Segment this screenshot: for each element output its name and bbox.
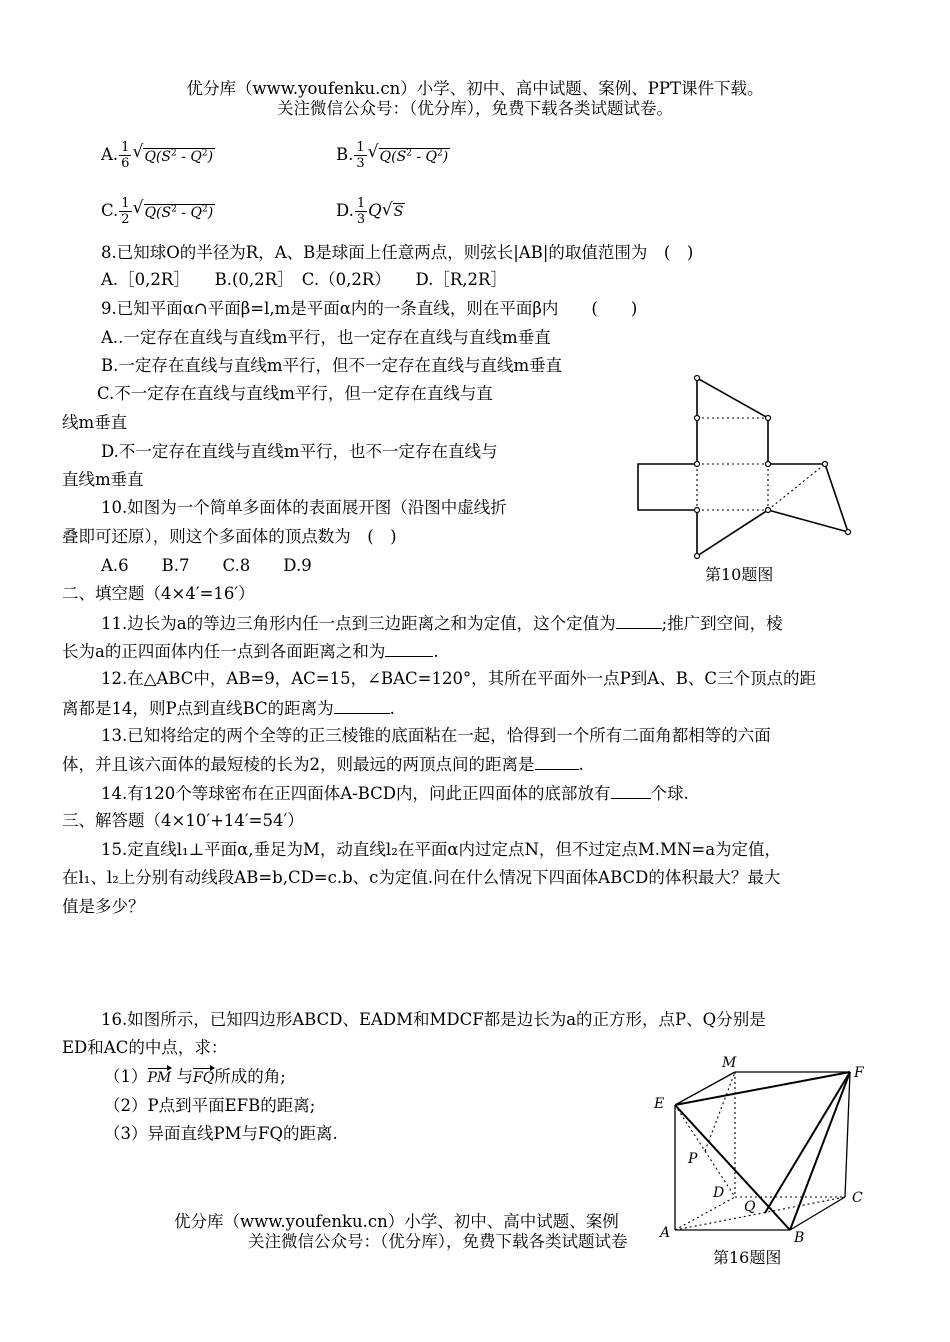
label-A: A xyxy=(660,1225,671,1241)
net-vertex xyxy=(766,416,771,421)
q14-line1: 14.有120个等球密布在正四面体A-BCD内，问此正四面体的底部放有 个球. xyxy=(101,784,689,803)
q12-line1: 12.在△ABC中，AB=9，AC=15，∠BAC=120°，其所在平面外一点P到A、B、C三个顶点的距 xyxy=(101,669,816,688)
edge-PM xyxy=(705,1072,735,1151)
q7-option-a: A. $\frac{1}{6}$ √ $Q(S^2 - Q^2)$ xyxy=(101,140,214,171)
q9-option-c-line2: 线m垂直 xyxy=(62,413,128,432)
net-edge-top-right xyxy=(697,378,768,464)
q15-line1: 15.定直线l₁⊥平面α,垂足为M，动直线l₂在平面α内过定点N，但不过定点M.MN=a为定值， xyxy=(101,840,782,859)
q16-cube-figure xyxy=(640,1045,880,1245)
section-3-title: 三、解答题（4×10′+14′=54′） xyxy=(62,811,304,830)
q10-figure-caption: 第10题图 xyxy=(705,565,774,584)
net-vertex xyxy=(695,416,700,421)
net-vertex xyxy=(846,530,851,535)
net-vertex xyxy=(695,508,700,513)
q14-blank[interactable] xyxy=(611,782,651,799)
q16-sub1: （1）PM 与FQ所成的角; xyxy=(104,1067,286,1086)
q8-options: A.［0,2R］ B.(0,2R］ C.（0,2R） D.［R,2R］ xyxy=(101,270,507,289)
q9-option-a: A..一定存在直线与直线m平行，也一定存在直线与直线m垂直 xyxy=(101,328,551,347)
q11-blank-2[interactable] xyxy=(385,640,433,657)
label-E: E xyxy=(654,1096,665,1112)
footer-line-1: 优分库（www.youfenku.cn）小学、初中、高中试题、案例 xyxy=(174,1212,619,1231)
q11-blank-1[interactable] xyxy=(616,612,662,629)
net-vertex xyxy=(823,462,828,467)
q13-blank[interactable] xyxy=(535,753,579,770)
q9-stem: 9.已知平面α∩平面β=l,m是平面α内的一条直线，则在平面β内 ( ) xyxy=(101,299,638,318)
q13-line1: 13.已知将给定的两个全等的正三棱锥的底面粘在一起，恰得到一个所有二面角都相等的六面 xyxy=(101,726,771,745)
net-vertex xyxy=(695,554,700,559)
q7-option-b: B. $\frac{1}{3}$ √ $Q(S^2 - Q^2)$ xyxy=(336,140,449,171)
q7-option-d: D. $\frac{1}{3}$ Q √ S xyxy=(336,196,404,227)
section-2-title: 二、填空题（4×4′=16′） xyxy=(62,584,255,603)
q12-line2: 离都是14，则P点到直线BC的距离为 . xyxy=(62,699,395,718)
edge-FQ xyxy=(765,1072,850,1213)
edge-FC xyxy=(845,1072,850,1197)
q16-line1: 16.如图所示，已知四边形ABCD、EADM和MDCF都是边长为a的正方形，点P、Q分别是 xyxy=(101,1010,766,1029)
label-C: C xyxy=(852,1190,863,1206)
q13-line2: 体，并且该六面体的最短棱的长为2，则最远的两顶点间的距离是 . xyxy=(62,755,584,774)
net-vertex xyxy=(695,462,700,467)
net-left-square xyxy=(638,464,697,510)
q15-line3: 值是多少？ xyxy=(62,897,145,916)
q15-line2: 在l₁、l₂上分别有动线段AB=b,CD=c.b、c为定值.问在什么情况下四面体ABCD的体积最大？最大 xyxy=(62,868,781,887)
q10-net-figure xyxy=(630,370,860,565)
label-P: P xyxy=(688,1151,698,1167)
net-fold-6 xyxy=(768,464,825,510)
q16-sub3: （3）异面直线PM与FQ的距离. xyxy=(104,1124,338,1143)
q10-stem-line1: 10.如图为一个简单多面体的表面展开图（沿图中虚线折 xyxy=(101,498,507,517)
header-line-1: 优分库（www.youfenku.cn）小学、初中、高中试题、案例、PPT课件下载。 xyxy=(186,79,764,98)
q8-stem: 8.已知球O的半径为R，A、B是球面上任意两点，则弦长|AB|的取值范围为 ( ) xyxy=(101,243,694,262)
edge-EB xyxy=(675,1105,790,1230)
q12-blank[interactable] xyxy=(334,697,390,714)
net-vertex xyxy=(766,508,771,513)
q11-line1: 11.边长为a的等边三角形内任一点到三边距离之和为定值，这个定值为 ;推广到空间，棱 xyxy=(101,614,783,633)
q9-option-b: B.一定存在直线与直线m平行，但不一定存在直线与直线m垂直 xyxy=(101,356,563,375)
label-F: F xyxy=(854,1065,864,1081)
label-B: B xyxy=(794,1230,805,1245)
edge-EF xyxy=(675,1072,850,1105)
footer-line-2: 关注微信公众号：（优分库），免费下载各类试题试卷 xyxy=(248,1232,628,1251)
edge-AD xyxy=(675,1197,735,1230)
q16-line2: ED和AC的中点，求： xyxy=(62,1038,228,1057)
q9-option-d-line1: D.不一定存在直线与直线m平行，也不一定存在直线与 xyxy=(101,442,498,461)
q9-option-c-line1: C.不一定存在直线与直线m平行，但一定存在直线与直 xyxy=(97,384,493,403)
q16-figure-caption: 第16题图 xyxy=(710,1245,784,1268)
net-bottom-triangle xyxy=(697,510,768,556)
net-vertex xyxy=(766,462,771,467)
q10-stem-line2: 叠即可还原），则这个多面体的顶点数为 ( ) xyxy=(62,527,397,546)
header-line-2: 关注微信公众号：（优分库），免费下载各类试题试卷。 xyxy=(277,99,673,118)
q16-sub2: （2）P点到平面EFB的距离; xyxy=(104,1096,316,1115)
label-D: D xyxy=(713,1185,725,1201)
label-Q: Q xyxy=(744,1199,756,1215)
label-M: M xyxy=(722,1055,737,1071)
q10-options: A.6 B.7 C.8 D.9 xyxy=(101,556,312,575)
q11-line2: 长为a的正四面体内任一点到各面距离之和为 . xyxy=(62,642,439,661)
q7-option-c: C. $\frac{1}{2}$ √ $Q(S^2 - Q^2)$ xyxy=(101,196,214,227)
edge-AC xyxy=(675,1197,845,1230)
net-right-triangle xyxy=(768,464,848,532)
net-vertex xyxy=(695,376,700,381)
q9-option-d-line2: 直线m垂直 xyxy=(62,470,144,489)
